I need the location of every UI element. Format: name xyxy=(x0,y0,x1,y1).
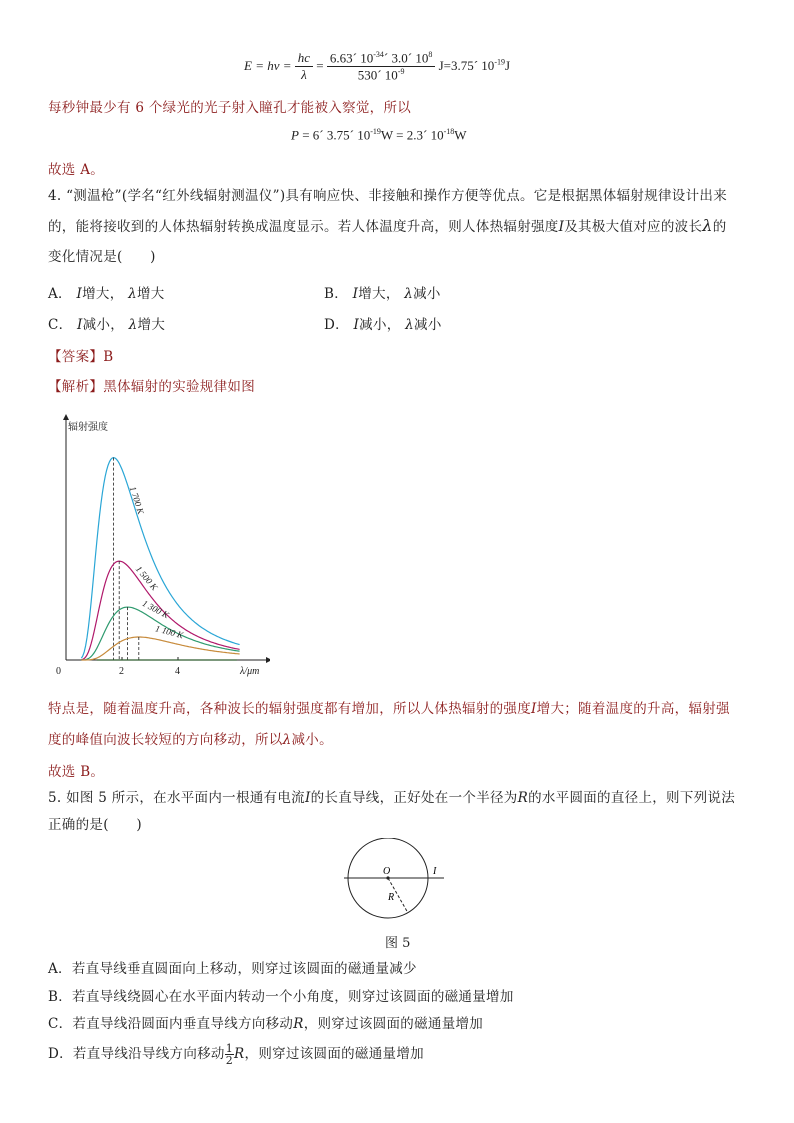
series-label: 1 100 K xyxy=(154,623,185,641)
x-tick-label: 2 xyxy=(119,666,124,677)
series-label: 1 500 K xyxy=(133,563,160,593)
label-i: I xyxy=(433,866,437,877)
q4-answer: 【答案】B xyxy=(48,349,114,365)
x-tick-label: 4 xyxy=(175,666,180,677)
q4-analysis: 【解析】黑体辐射的实验规律如图 xyxy=(48,379,256,395)
q4-stem-line3: 变化情况是( ) xyxy=(48,249,156,265)
q4-option-b[interactable]: B． I增大， λ减小 xyxy=(324,286,441,302)
q5-option-d[interactable]: D．若直导线沿导线方向移动 $\frac{1}{2}$ R，则穿过该圆面的磁通量增加 xyxy=(48,1042,424,1067)
q4-final-answer: 故选 B。 xyxy=(48,764,105,780)
q5-option-a[interactable]: A．若直导线垂直圆面向上移动，则穿过该圆面的磁通量减少 xyxy=(48,961,417,977)
q5-option-b[interactable]: B．若直导线绕圆心在水平面内转动一个小角度，则穿过该圆面的磁通量增加 xyxy=(48,989,514,1005)
answer-q3: 故选 A。 xyxy=(48,162,105,178)
q4-option-d[interactable]: D． I减小， λ减小 xyxy=(324,317,442,333)
q4-option-c[interactable]: C． I减小， λ增大 xyxy=(48,317,166,333)
q4-stem-line2: 的，能将接收到的人体热辐射转换成温度显示。若人体温度升高，则人体热辐射强度I及其极大值对应的波长λ的 xyxy=(48,216,727,235)
figure-5-circle xyxy=(340,838,450,928)
blackbody-chart xyxy=(50,412,270,682)
formula-fraction-values: $\frac{6.63´ 10^{-34}´ 3.0´ 10^8}{530´ 10^{-9}}$ xyxy=(327,50,435,84)
q5-stem-line1: 5. 如图 5 所示，在水平面内一根通有电流I的长直导线，正好处在一个半径为R的水平圆面的直径上，则下列说法 xyxy=(48,790,736,806)
y-axis-arrow xyxy=(63,414,69,420)
q5-stem-line2: 正确的是( ) xyxy=(48,817,142,833)
series-label: 1 700 K xyxy=(127,485,147,516)
energy-formula: E = hv = $\frac{hc}{\lambda}$ = $\frac{6.63´ 10^{-34}´ 3.0´ 10^8}{530´ 10^{-9}}$ J=3.75´ $10^{-19}J$ xyxy=(244,50,511,83)
series-curve xyxy=(81,637,239,660)
q5-option-c[interactable]: C．若直导线沿圆面内垂直导线方向移动R，则穿过该圆面的磁通量增加 xyxy=(48,1016,484,1032)
q4-option-a[interactable]: A． I增大， λ增大 xyxy=(48,286,165,302)
feature-line1: 特点是，随着温度升高，各种波长的辐射强度都有增加，所以人体热辐射的强度I增大；随着温度的升高，辐射强 xyxy=(48,701,730,717)
q4-stem-line1: 4. “测温枪”(学名“红外线辐射测温仪”)具有响应快、非接触和操作方便等优点。它是根据黑体辐射规律设计出来 xyxy=(48,188,728,204)
formula-fraction-hc: $\frac{hc}{\lambda}$ xyxy=(295,50,313,83)
formula-lhs: E = hv = xyxy=(244,57,292,73)
label-o: O xyxy=(383,866,391,877)
series-label: 1 300 K xyxy=(140,598,171,621)
x-axis-arrow xyxy=(266,657,270,663)
figure-5-caption: 图 5 xyxy=(385,936,411,951)
x-axis-label: λ/μm xyxy=(240,666,260,677)
photons-line: 每秒钟最少有 6 个绿光的光子射入瞳孔才能被入察觉，所以 xyxy=(48,100,412,116)
x-tick-label: 0 xyxy=(56,666,61,677)
y-axis-label: 辐射强度 xyxy=(68,422,108,433)
feature-line2: 度的峰值向波长较短的方向移动，所以λ减小。 xyxy=(48,732,333,748)
formula-result: J=3.75´ $10^{-19}J$ xyxy=(438,57,511,73)
power-formula: P = 6´ 3.75´ $10^{-19}W$ = 2.3´ $10^{-18}W$ xyxy=(291,127,467,143)
label-r: R xyxy=(388,892,395,903)
